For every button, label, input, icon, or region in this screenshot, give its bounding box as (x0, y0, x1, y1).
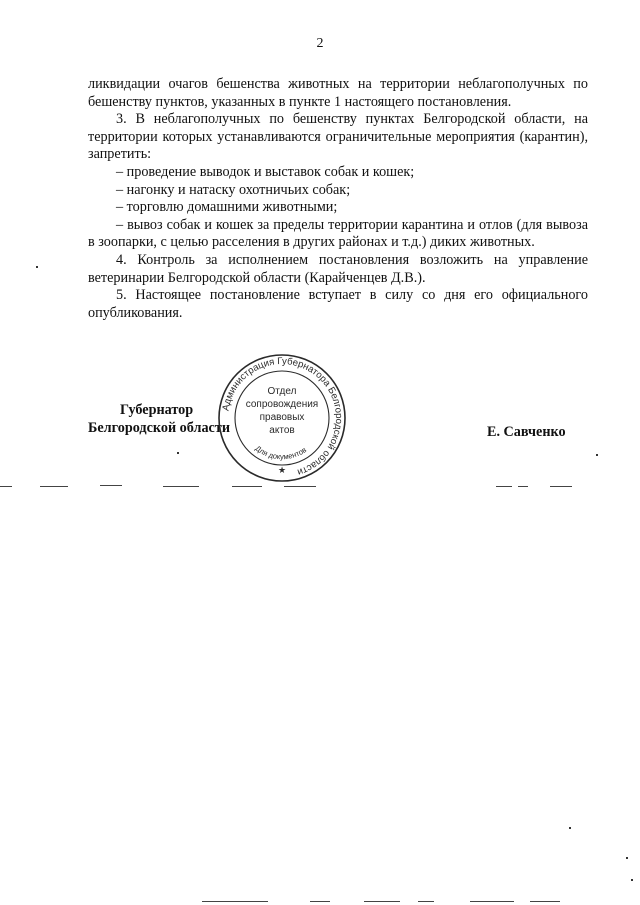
paragraph-item-5: 5. Настоящее постановление вступает в силу со дня его официального опубликования. (88, 287, 588, 321)
scan-artifact-line (0, 486, 12, 487)
stamp-line-1: Отдел (267, 386, 297, 397)
page-number: 2 (316, 36, 324, 51)
scan-artifact-line (310, 901, 330, 902)
scan-artifact-line (550, 486, 572, 487)
document-body (88, 76, 588, 322)
signature-title-line-2: Белгородской области (88, 420, 230, 436)
scan-artifact-line (496, 486, 512, 487)
stamp-outer-text: Администрация Губернатора Белгородской области (220, 355, 345, 478)
scan-artifact-line (470, 901, 514, 902)
scan-artifact-line (518, 486, 528, 487)
stamp-line-2: сопровождения (245, 399, 319, 410)
scan-artifact-dot (177, 452, 179, 454)
list-item-export: – вывоз собак и кошек за пределы территории карантина и отлов (для вывоза в зоопарки, с целью расселения в других районах и т.д.) диких животных. (88, 216, 588, 251)
scan-artifact-dot (569, 827, 571, 829)
scan-artifact-line (364, 901, 400, 902)
list-item-hunting-dogs: – нагонку и натаску охотничьих собак; (116, 181, 351, 198)
scan-artifact-dot (596, 454, 598, 456)
signature-title-line-1: Губернатор (120, 402, 194, 418)
scan-artifact-line (100, 485, 122, 486)
stamp-star-icon: ★ (277, 465, 287, 475)
stamp-line-4: актов (269, 425, 295, 436)
signature-name: Е. Савченко (487, 424, 566, 440)
paragraph-item-3: 3. В неблагополучных по бешенству пунктах Белгородской области, на территории которых устанавливаются ограничительные мероприятия (карантин), запретить: (88, 111, 588, 163)
scan-artifact-line (163, 486, 199, 487)
list-item-exhibitions: – проведение выводок и выставок собак и кошек; (116, 163, 415, 180)
paragraph-continuation: ликвидации очагов бешенства животных на территории неблагополучных по бешенству пунктов, указанных в пункте 1 настоящего постановления. (88, 76, 588, 110)
scan-artifact-dot (631, 879, 633, 881)
scan-artifact-line (530, 901, 560, 902)
stamp-bottom-text: Для документов (253, 443, 309, 462)
stamp-line-3: правовых (259, 412, 305, 423)
scan-artifact-line (232, 486, 262, 487)
scan-artifact-dot (36, 266, 38, 268)
scan-artifact-line (284, 486, 316, 487)
list-item-pet-trade: – торговлю домашними животными; (116, 199, 338, 216)
scan-artifact-line (418, 901, 434, 902)
paragraph-item-4: 4. Контроль за исполнением постановления возложить на управление ветеринарии Белгородской области (Карайченцев Д.В.). (88, 251, 588, 286)
scan-artifact-dot (626, 857, 628, 859)
scan-artifact-line (40, 486, 68, 487)
official-stamp-seal (216, 352, 348, 484)
signature-title (88, 401, 230, 437)
scan-artifact-line (202, 901, 268, 902)
